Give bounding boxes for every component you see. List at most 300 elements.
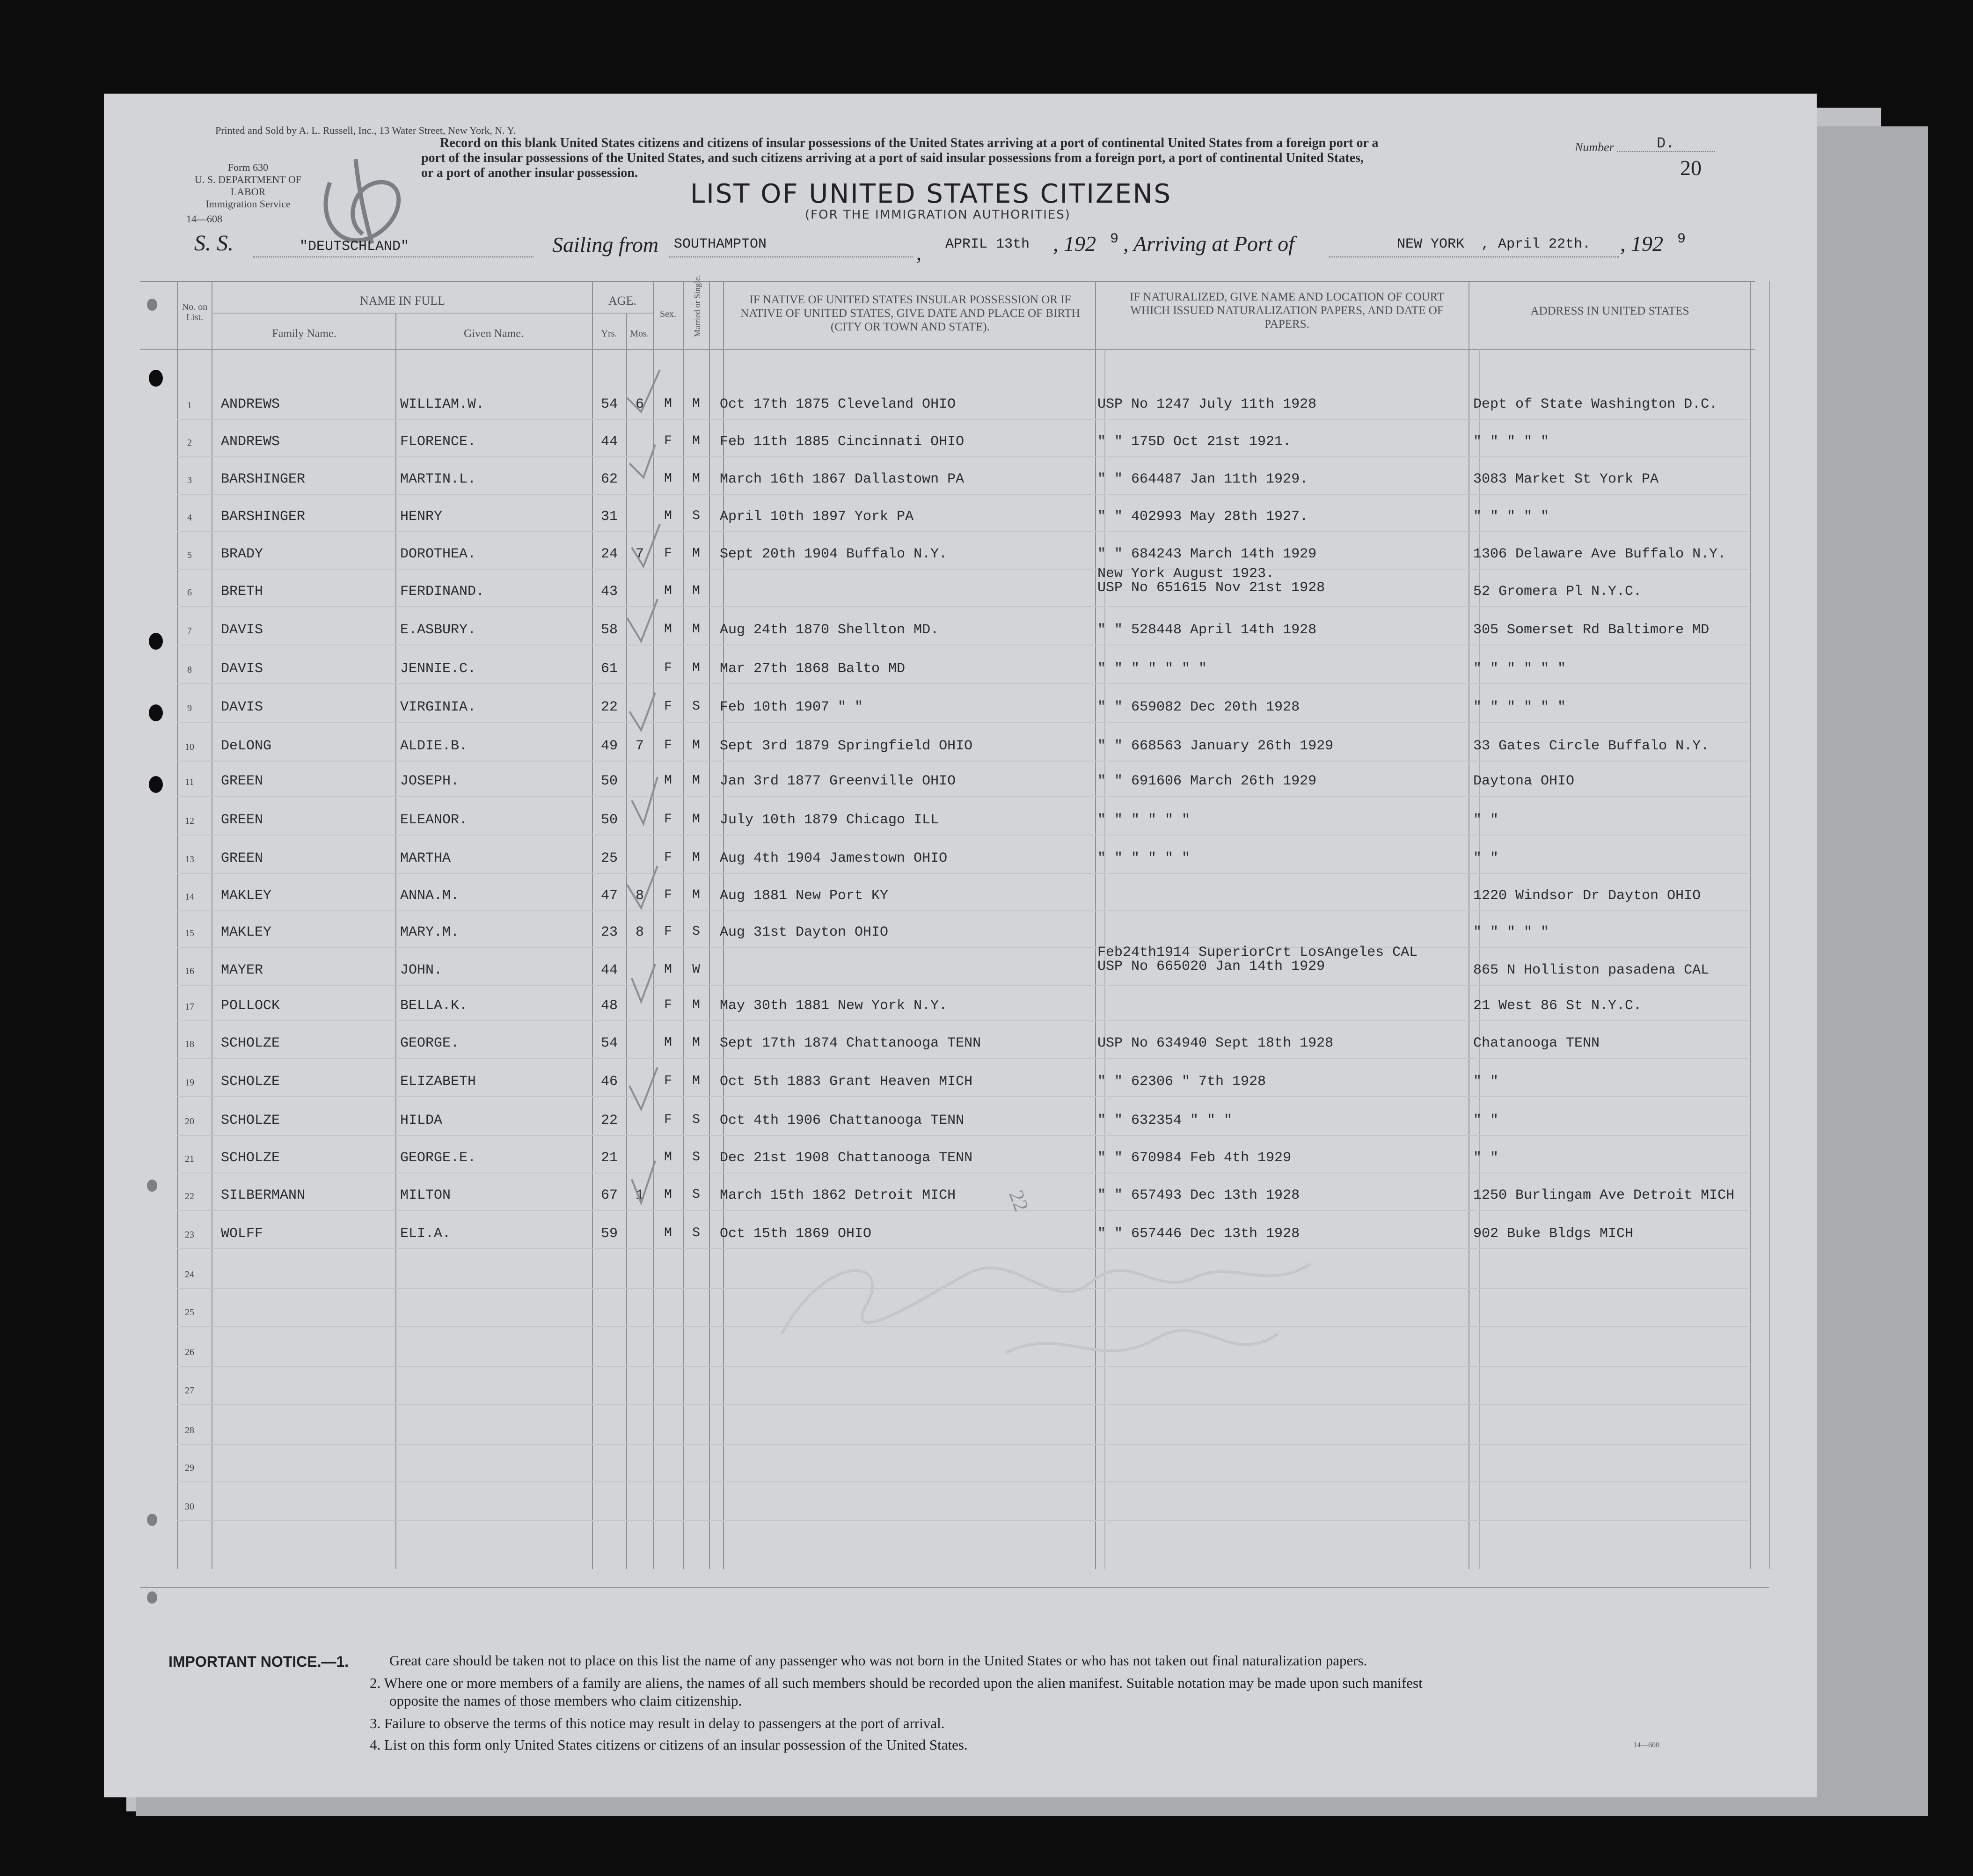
marital-status-cell: M xyxy=(692,396,700,411)
col-divider xyxy=(177,281,178,1569)
sex-cell: F xyxy=(664,434,672,448)
address-cell: " " " " " " xyxy=(1473,661,1566,677)
row-number: 6 xyxy=(187,587,192,598)
sex-cell: F xyxy=(664,812,672,827)
naturalization-cell: New York August 1923. xyxy=(1097,566,1275,582)
age-years-cell: 22 xyxy=(600,699,618,715)
naturalization-cell: " " " " " " " xyxy=(1097,661,1207,677)
given-name-cell: MARTIN.L. xyxy=(400,471,476,487)
family-name-cell: POLLOCK xyxy=(221,998,280,1014)
birth-place-date-cell: Sept 17th 1874 Chattanooga TENN xyxy=(720,1035,981,1051)
family-name-cell: GREEN xyxy=(221,850,263,866)
row-number: 19 xyxy=(185,1077,194,1088)
family-name-cell: SCHOLZE xyxy=(221,1074,280,1090)
marital-status-cell: S xyxy=(692,1113,700,1127)
row-number: 1 xyxy=(187,400,192,410)
age-years-cell: 54 xyxy=(600,396,618,412)
row-number: 30 xyxy=(185,1502,194,1512)
age-years-cell: 43 xyxy=(600,584,618,600)
row-rule xyxy=(177,1020,1749,1021)
sex-cell: F xyxy=(664,661,672,675)
header-age: AGE. xyxy=(608,294,636,308)
row-rule xyxy=(177,494,1749,495)
birth-place-date-cell: March 15th 1862 Detroit MICH xyxy=(720,1187,956,1203)
row-number: 29 xyxy=(185,1463,194,1473)
row-rule xyxy=(177,531,1749,532)
age-years-cell: 31 xyxy=(600,509,618,525)
sex-cell: M xyxy=(664,1150,672,1165)
family-name-cell: ANDREWS xyxy=(221,396,280,412)
age-months-cell: 6 xyxy=(635,396,644,412)
naturalization-cell: " " 632354 " " " xyxy=(1097,1113,1233,1129)
naturalization-cell: " " 402993 May 28th 1927. xyxy=(1097,509,1308,525)
marital-status-cell: M xyxy=(692,888,700,902)
instruction-line: port of the insular possessions of the United States, and such citizens arriving at a port of said insular possessions from a foreign port, a port of continental United States, xyxy=(421,151,1364,165)
row-rule xyxy=(177,1520,1749,1521)
port-to: NEW YORK xyxy=(1397,236,1465,252)
row-rule xyxy=(177,1210,1749,1211)
header-sex: Sex. xyxy=(660,309,676,319)
form-number: Form 630 xyxy=(227,161,269,173)
naturalization-cell: " " 668563 January 26th 1929 xyxy=(1097,738,1334,754)
address-cell: " " xyxy=(1473,812,1499,828)
age-years-cell: 50 xyxy=(600,773,618,789)
sex-cell: M xyxy=(664,471,672,486)
family-name-cell: GREEN xyxy=(221,773,263,789)
birth-place-date-cell: Jan 3rd 1877 Greenville OHIO xyxy=(720,773,956,789)
instruction-line: Record on this blank United States citizens and citizens of insular possessions of the United States arriving at a port of continental United States from a foreign port or a xyxy=(440,136,1379,150)
ss-label: S. S. xyxy=(194,231,234,256)
family-name-cell: BRADY xyxy=(221,546,263,562)
address-cell: " " xyxy=(1473,1150,1499,1166)
page-subtitle: (FOR THE IMMIGRATION AUTHORITIES) xyxy=(805,208,1071,222)
marital-status-cell: M xyxy=(692,661,700,675)
col-divider xyxy=(709,281,710,1569)
row-number: 9 xyxy=(187,703,192,713)
port-to-line xyxy=(1329,256,1619,257)
sex-cell: F xyxy=(664,998,672,1012)
given-name-cell: WILLIAM.W. xyxy=(400,396,485,412)
header-address: ADDRESS IN UNITED STATES xyxy=(1530,305,1689,317)
marital-status-cell: S xyxy=(692,1187,700,1202)
check-marks xyxy=(622,356,683,1245)
sex-cell: F xyxy=(664,888,672,902)
address-cell: 902 Buke Bldgs MICH xyxy=(1473,1226,1634,1242)
naturalization-cell: " " 657493 Dec 13th 1928 xyxy=(1097,1187,1300,1203)
row-rule xyxy=(177,910,1749,911)
age-months-cell: 7 xyxy=(635,738,644,754)
row-number: 8 xyxy=(187,665,192,675)
faded-signature xyxy=(772,1231,1381,1385)
family-name-cell: MAYER xyxy=(221,962,263,978)
sex-cell: F xyxy=(664,924,672,939)
marital-status-cell: W xyxy=(692,962,700,977)
naturalization-cell: " " 528448 April 14th 1928 xyxy=(1097,622,1317,638)
sex-cell: M xyxy=(664,396,672,411)
naturalization-cell: " " 62306 " 7th 1928 xyxy=(1097,1074,1266,1090)
family-name-cell: GREEN xyxy=(221,812,263,828)
age-years-cell: 44 xyxy=(600,434,618,450)
header-given-name: Given Name. xyxy=(464,328,524,340)
age-years-cell: 54 xyxy=(600,1035,618,1051)
given-name-cell: GEORGE.E. xyxy=(400,1150,476,1166)
row-rule xyxy=(177,1172,1749,1173)
age-years-cell: 22 xyxy=(600,1113,618,1129)
age-years-cell: 61 xyxy=(600,661,618,677)
address-cell: 33 Gates Circle Buffalo N.Y. xyxy=(1473,738,1710,754)
row-number: 26 xyxy=(185,1347,194,1357)
notice-item-2-cont: opposite the names of those members who claim citizenship. xyxy=(389,1693,742,1709)
row-rule xyxy=(177,1058,1749,1059)
age-years-cell: 47 xyxy=(600,888,618,904)
row-rule xyxy=(177,606,1749,607)
year-to: 9 xyxy=(1677,231,1686,247)
marital-status-cell: M xyxy=(692,738,700,753)
reinforcement-ring xyxy=(147,299,157,311)
naturalization-cell: " " 691606 March 26th 1929 xyxy=(1097,773,1317,789)
marital-status-cell: M xyxy=(692,434,700,448)
punch-hole xyxy=(149,633,163,650)
address-cell: 21 West 86 St N.Y.C. xyxy=(1473,998,1642,1014)
page-title: LIST OF UNITED STATES CITIZENS xyxy=(690,179,1172,209)
name-subheader-line xyxy=(213,313,592,314)
address-cell: 305 Somerset Rd Baltimore MD xyxy=(1473,622,1710,638)
given-name-cell: ELI.A. xyxy=(400,1226,451,1242)
family-name-cell: DAVIS xyxy=(221,699,263,715)
row-number: 23 xyxy=(185,1230,194,1240)
table-bottom-border xyxy=(140,1587,1769,1588)
row-number: 18 xyxy=(185,1039,194,1049)
row-rule xyxy=(177,1404,1749,1405)
address-cell: 52 Gromera Pl N.Y.C. xyxy=(1473,584,1642,600)
notice-item-3: 3. Failure to observe the terms of this notice may result in delay to passengers at the port of arrival. xyxy=(370,1715,945,1731)
row-number: 13 xyxy=(185,854,194,865)
number-label: Number xyxy=(1575,140,1614,154)
marital-status-cell: M xyxy=(692,850,700,865)
address-cell: 1306 Delaware Ave Buffalo N.Y. xyxy=(1473,546,1726,562)
col-divider xyxy=(1769,281,1770,1569)
birth-place-date-cell: Oct 4th 1906 Chattanooga TENN xyxy=(720,1113,965,1129)
address-cell: 1220 Windsor Dr Dayton OHIO xyxy=(1473,888,1701,904)
row-rule xyxy=(177,456,1749,457)
birth-place-date-cell: Oct 5th 1883 Grant Heaven MICH xyxy=(720,1074,973,1090)
family-name-cell: SILBERMANN xyxy=(221,1187,306,1203)
age-years-cell: 23 xyxy=(600,924,618,940)
given-name-cell: GEORGE. xyxy=(400,1035,460,1051)
family-name-cell: SCHOLZE xyxy=(221,1035,280,1051)
age-months-cell: 1 xyxy=(635,1187,644,1203)
given-name-cell: VIRGINIA. xyxy=(400,699,476,715)
row-number: 2 xyxy=(187,438,192,448)
row-rule xyxy=(177,569,1749,570)
address-cell: 3083 Market St York PA xyxy=(1473,471,1659,487)
marital-status-cell: M xyxy=(692,546,700,561)
punch-hole xyxy=(149,704,163,721)
address-cell: Dept of State Washington D.C. xyxy=(1473,396,1718,412)
naturalization-cell: Feb24th1914 SuperiorCrt LosAngeles CAL xyxy=(1097,945,1418,960)
service-name: Immigration Service xyxy=(205,198,291,210)
address-cell: " " " " " xyxy=(1473,434,1549,450)
given-name-cell: FLORENCE. xyxy=(400,434,476,450)
age-years-cell: 24 xyxy=(600,546,618,562)
family-name-cell: SCHOLZE xyxy=(221,1113,280,1129)
age-years-cell: 46 xyxy=(600,1074,618,1090)
row-rule xyxy=(177,683,1749,684)
naturalization-cell: " " 664487 Jan 11th 1929. xyxy=(1097,471,1308,487)
date-to: , April 22th. xyxy=(1481,236,1591,252)
header-family-name: Family Name. xyxy=(272,328,336,340)
marital-status-cell: M xyxy=(692,471,700,486)
given-name-cell: JOSEPH. xyxy=(400,773,460,789)
marital-status-cell: S xyxy=(692,509,700,523)
row-number: 21 xyxy=(185,1154,194,1164)
marital-status-cell: M xyxy=(692,622,700,637)
address-cell: 1250 Burlingam Ave Detroit MICH xyxy=(1473,1187,1735,1203)
sailing-label: Sailing from xyxy=(552,233,659,256)
age-months-cell: 8 xyxy=(635,924,644,940)
birth-place-date-cell: Sept 3rd 1879 Springfield OHIO xyxy=(720,738,973,754)
row-rule xyxy=(177,761,1749,762)
sex-cell: M xyxy=(664,962,672,977)
col-divider xyxy=(1750,281,1751,1569)
naturalization-cell: " " " " " " xyxy=(1097,850,1191,866)
punch-hole xyxy=(57,1526,71,1543)
header-yrs: Yrs. xyxy=(601,329,617,339)
row-rule xyxy=(177,1096,1749,1097)
family-name-cell: DeLONG xyxy=(221,738,272,754)
address-cell: " " " " " " xyxy=(1473,699,1566,715)
ship-line xyxy=(253,256,533,257)
punch-hole xyxy=(57,1264,71,1281)
birth-place-date-cell: Aug 4th 1904 Jamestown OHIO xyxy=(720,850,948,866)
age-months-cell: 7 xyxy=(635,546,644,562)
instructions xyxy=(421,136,1378,181)
birth-place-date-cell: March 16th 1867 Dallastown PA xyxy=(720,471,965,487)
row-number: 24 xyxy=(185,1269,194,1280)
age-years-cell: 48 xyxy=(600,998,618,1014)
birth-place-date-cell: Aug 31st Dayton OHIO xyxy=(720,924,889,940)
marital-status-cell: M xyxy=(692,998,700,1012)
row-number: 11 xyxy=(185,777,194,787)
address-cell: " " " " " xyxy=(1473,924,1549,940)
naturalization-cell: " " 670984 Feb 4th 1929 xyxy=(1097,1150,1292,1166)
year-from: 9 xyxy=(1110,231,1119,247)
family-name-cell: BRETH xyxy=(221,584,263,600)
sex-cell: F xyxy=(664,1113,672,1127)
age-subheader-line xyxy=(592,313,653,314)
address-cell: 865 N Holliston pasadena CAL xyxy=(1473,962,1710,978)
row-number: 25 xyxy=(185,1307,194,1318)
marital-status-cell: M xyxy=(692,812,700,827)
number-value: D. xyxy=(1657,135,1675,152)
naturalization-cell: " " 175D Oct 21st 1921. xyxy=(1097,434,1292,450)
birth-place-date-cell: Aug 1881 New Port KY xyxy=(720,888,889,904)
marital-status-cell: M xyxy=(692,1035,700,1050)
port-from: SOUTHAMPTON xyxy=(674,236,767,252)
row-number: 10 xyxy=(185,742,194,752)
address-cell: Daytona OHIO xyxy=(1473,773,1575,789)
row-number: 16 xyxy=(185,966,194,976)
row-number: 5 xyxy=(187,550,192,560)
birth-place-date-cell: May 30th 1881 New York N.Y. xyxy=(720,998,948,1014)
sex-cell: M xyxy=(664,622,672,637)
sex-cell: F xyxy=(664,738,672,753)
family-name-cell: BARSHINGER xyxy=(221,471,306,487)
row-rule xyxy=(177,796,1749,797)
row-number: 27 xyxy=(185,1385,194,1396)
header-mos: Mos. xyxy=(630,329,649,339)
naturalization-cell-line2: USP No 665020 Jan 14th 1929 xyxy=(1097,959,1325,975)
year-prefix: , 192 xyxy=(1053,232,1096,256)
given-name-cell: JENNIE.C. xyxy=(400,661,476,677)
address-cell: " " xyxy=(1473,1113,1499,1129)
punch-hole xyxy=(57,1339,71,1356)
marital-status-cell: M xyxy=(692,584,700,598)
sex-cell: M xyxy=(664,1187,672,1202)
marital-status-cell: M xyxy=(692,1074,700,1088)
row-number: 28 xyxy=(185,1425,194,1436)
given-name-cell: JOHN. xyxy=(400,962,443,978)
address-cell: Chatanooga TENN xyxy=(1473,1035,1600,1051)
row-rule xyxy=(177,1135,1749,1136)
given-name-cell: MARY.M. xyxy=(400,924,460,940)
sex-cell: M xyxy=(664,1226,672,1240)
header-married-single: Married or Single. xyxy=(693,275,702,337)
naturalization-cell: " " 657446 Dec 13th 1928 xyxy=(1097,1226,1300,1242)
naturalization-cell: USP No 634940 Sept 18th 1928 xyxy=(1097,1035,1334,1051)
age-years-cell: 21 xyxy=(600,1150,618,1166)
punch-hole xyxy=(149,370,163,387)
row-rule xyxy=(177,985,1749,986)
family-name-cell: MAKLEY xyxy=(221,888,272,904)
given-name-cell: ALDIE.B. xyxy=(400,738,468,754)
given-name-cell: MARTHA xyxy=(400,850,451,866)
birth-place-date-cell: Feb 11th 1885 Cincinnati OHIO xyxy=(720,434,965,450)
family-name-cell: DAVIS xyxy=(221,622,263,638)
col-divider xyxy=(395,313,396,1569)
notice-item-2: 2. Where one or more members of a family are aliens, the names of all such members should be recorded upon the alien manifest. Suitable notation may be made upon such manifest xyxy=(370,1675,1423,1691)
table-top-border xyxy=(140,281,1755,282)
sex-cell: F xyxy=(664,546,672,561)
family-name-cell: MAKLEY xyxy=(221,924,272,940)
notice-item-4: 4. List on this form only United States citizens or citizens of an insular possession of the United States. xyxy=(370,1737,968,1753)
date-from: APRIL 13th xyxy=(945,236,1030,252)
naturalization-cell-line2: USP No 651615 Nov 21st 1928 xyxy=(1097,580,1325,596)
row-rule xyxy=(177,722,1749,723)
age-years-cell: 59 xyxy=(600,1226,618,1242)
given-name-cell: FERDINAND. xyxy=(400,584,485,600)
printer-line: Printed and Sold by A. L. Russell, Inc., 13 Water Street, New York, N. Y. xyxy=(215,125,516,136)
marital-status-cell: S xyxy=(692,699,700,714)
birth-place-date-cell: Feb 10th 1907 " " xyxy=(720,699,863,715)
row-number: 12 xyxy=(185,816,194,826)
punch-hole xyxy=(57,1605,71,1622)
header-naturalized: IF NATURALIZED, GIVE NAME AND LOCATION OF COURT WHICH ISSUED NATURALIZATION PAPERS, AND DATE OF PAPERS. xyxy=(1129,291,1445,330)
form-code: 14—608 xyxy=(186,213,222,225)
punch-hole xyxy=(149,776,163,793)
marital-status-cell: S xyxy=(692,1226,700,1240)
age-years-cell: 49 xyxy=(600,738,618,754)
sex-cell: M xyxy=(664,584,672,598)
given-name-cell: BELLA.K. xyxy=(400,998,468,1014)
given-name-cell: ELEANOR. xyxy=(400,812,468,828)
address-cell: " " " " " xyxy=(1473,509,1549,525)
row-rule xyxy=(177,419,1749,420)
given-name-cell: E.ASBURY. xyxy=(400,622,476,638)
row-number: 3 xyxy=(187,475,192,485)
sex-cell: M xyxy=(664,1035,672,1050)
row-rule xyxy=(177,873,1749,874)
naturalization-cell: " " 659082 Dec 20th 1928 xyxy=(1097,699,1300,715)
naturalization-cell: USP No 1247 July 11th 1928 xyxy=(1097,396,1317,412)
sex-cell: M xyxy=(664,773,672,788)
ship-name: "DEUTSCHLAND" xyxy=(300,239,409,255)
given-name-cell: MILTON xyxy=(400,1187,451,1203)
family-name-cell: ANDREWS xyxy=(221,434,280,450)
birth-place-date-cell: Mar 27th 1868 Balto MD xyxy=(720,661,906,677)
age-years-cell: 58 xyxy=(600,622,618,638)
sex-cell: F xyxy=(664,1074,672,1088)
reinforcement-ring xyxy=(147,1591,157,1604)
given-name-cell: ANNA.M. xyxy=(400,888,460,904)
row-number: 20 xyxy=(185,1116,194,1127)
pencil-mark: 22 xyxy=(1004,1187,1033,1215)
header-bottom-border xyxy=(140,349,1755,350)
address-cell: " " xyxy=(1473,850,1499,866)
row-number: 7 xyxy=(187,626,192,636)
reinforcement-ring xyxy=(147,1180,157,1192)
form-info xyxy=(187,161,309,210)
address-cell: " " xyxy=(1473,1074,1499,1090)
year-prefix-2: , 192 xyxy=(1620,232,1663,256)
department-name: U. S. DEPARTMENT OF LABOR xyxy=(195,174,301,198)
header-name-in-full: NAME IN FULL xyxy=(360,294,445,308)
sex-cell: F xyxy=(664,699,672,714)
marital-status-cell: S xyxy=(692,1150,700,1165)
row-number: 17 xyxy=(185,1002,194,1012)
birth-place-date-cell: Aug 24th 1870 Shellton MD. xyxy=(720,622,939,638)
given-name-cell: HILDA xyxy=(400,1113,443,1129)
reinforcement-ring xyxy=(147,1514,157,1526)
naturalization-cell: " " 684243 March 14th 1929 xyxy=(1097,546,1317,562)
given-name-cell: HENRY xyxy=(400,509,443,525)
age-years-cell: 25 xyxy=(600,850,618,866)
row-number: 14 xyxy=(185,892,194,902)
sex-cell: F xyxy=(664,850,672,865)
given-name-cell: DOROTHEA. xyxy=(400,546,476,562)
age-years-cell: 62 xyxy=(600,471,618,487)
naturalization-cell: " " " " " " xyxy=(1097,812,1191,828)
port-from-line xyxy=(669,256,913,257)
birth-place-date-cell: April 10th 1897 York PA xyxy=(720,509,914,525)
arriving-label: , Arriving at Port of xyxy=(1123,232,1294,256)
comma: , xyxy=(916,242,921,264)
instruction-line: or a port of another insular possession. xyxy=(421,166,638,180)
age-years-cell: 50 xyxy=(600,812,618,828)
birth-place-date-cell: July 10th 1879 Chicago ILL xyxy=(720,812,939,828)
age-years-cell: 44 xyxy=(600,962,618,978)
header-no: No. on List. xyxy=(182,302,208,322)
number-stamp: 20 xyxy=(1680,156,1702,180)
age-months-cell: 8 xyxy=(635,888,644,904)
row-rule xyxy=(177,1481,1749,1482)
age-years-cell: 67 xyxy=(600,1187,618,1203)
sex-cell: M xyxy=(664,509,672,523)
notice-label: IMPORTANT NOTICE.—1. xyxy=(168,1653,349,1670)
family-name-cell: WOLFF xyxy=(221,1226,263,1242)
row-rule xyxy=(177,947,1749,948)
header-birth: IF NATIVE OF UNITED STATES INSULAR POSSESSION OR IF NATIVE OF UNITED STATES, GIVE DATE AND PLACE OF BIRTH (CITY OR TOWN AND STATE). xyxy=(740,293,1080,333)
